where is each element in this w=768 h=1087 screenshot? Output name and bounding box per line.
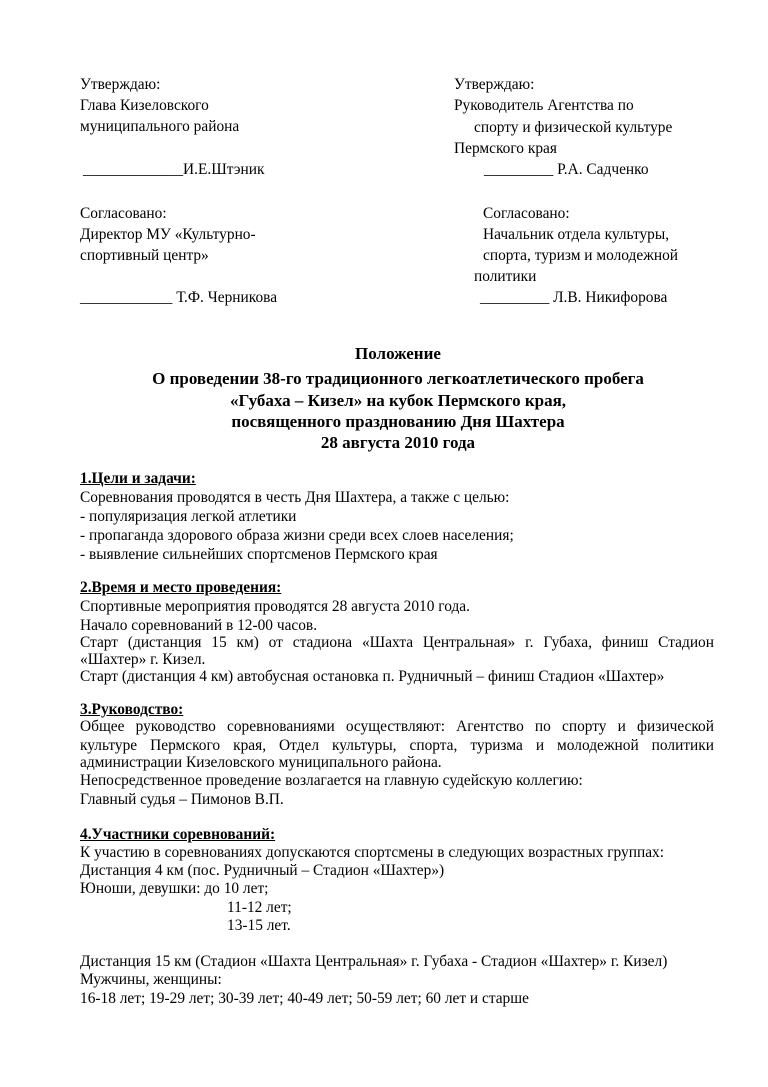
section-line: Юноши, девушки: до 10 лет; [80,880,269,897]
section-line: Спортивные мероприятия проводятся 28 августа 2010 года. [80,598,470,615]
title-date: 28 августа 2010 года [320,433,476,452]
title-line: посвященного празднованию Дня Шахтера [231,412,565,431]
section-line: - пропаганда здорового образа жизни среди всех слоев населения; [80,527,514,544]
section-line: - популяризация легкой атлетики [80,508,297,525]
approve-position-line: спорту и физической культуре [474,119,673,136]
approve-heading: Утверждаю: [454,76,535,93]
age-group: 13-15 лет. [227,917,291,934]
approve-position-line: Руководитель Агентства по [454,97,634,114]
title-line: «Губаха – Кизел» на кубок Пермского края, [229,391,567,410]
agree-heading: Согласовано: [483,205,570,222]
title-line: О проведении 38-го традиционного легкоатлетического пробега [152,369,644,388]
section-heading: 3.Руководство: [80,701,184,718]
section-line: Дистанция 4 км (пос. Рудничный – Стадион «Шахтер») [80,862,445,879]
section-line: Старт (дистанция 4 км) автобусная остановка п. Рудничный – финиш Стадион «Шахтер» [80,668,665,685]
section-line: Старт (дистанция 15 км) от стадиона «Шахта Центральная» г. Губаха, финиш Стадион [80,634,714,651]
section-heading: 1.Цели и задачи: [80,470,196,487]
section-heading: 2.Время и место проведения: [80,579,282,596]
agree-position-line: Начальник отдела культуры, [483,226,670,243]
section-line: Соревнования проводятся в честь Дня Шахтера, а также с целью: [80,489,510,506]
approve-position-line: Глава Кизеловского [80,97,209,114]
section-line: Главный судья – Пимонов В.П. [80,791,284,808]
section-heading: 4.Участники соревнований: [80,826,276,843]
section-line: администрации Кизеловского муниципального района. [80,754,442,771]
age-group: 11-12 лет; [227,899,292,916]
section-line: «Шахтер» г. Кизел. [80,651,206,668]
agree-position-line: спорта, туризм и молодежной [483,247,679,264]
agree-position-line: Директор МУ «Культурно- [80,226,256,243]
section-line: Дистанция 15 км (Стадион «Шахта Центральная» г. Губаха - Стадион «Шахтер» г. Кизел) [80,953,668,970]
title-heading: Положение [355,344,441,363]
section-line: 16-18 лет; 19-29 лет; 30-39 лет; 40-49 лет; 50-59 лет; 60 лет и старше [80,990,529,1007]
agree-position-line: спортивный центр» [80,247,209,264]
agree-position-line: политики [474,268,537,285]
section-line: Непосредственное проведение возлагается на главную судейскую коллегию: [80,772,583,789]
agree-signature: ____________ Т.Ф. Черникова [80,289,278,306]
agree-heading: Согласовано: [80,205,167,222]
section-line: - выявление сильнейших спортсменов Пермского края [80,546,438,563]
agree-signature: _________ Л.В. Никифорова [480,289,668,306]
section-line: культуре Пермского края, Отдел культуры, спорта, туризма и молодежной политики [80,737,714,754]
section-line: Начало соревнований в 12-00 часов. [80,617,318,634]
section-line: К участию в соревнованиях допускаются спортсмены в следующих возрастных группах: [80,844,665,861]
approve-signature: _____________И.Е.Штэник [83,161,265,178]
approve-position-line: муниципального района [80,118,240,135]
approve-heading: Утверждаю: [80,76,161,93]
section-line: Мужчины, женщины: [80,971,222,988]
approve-position-line: Пермского края [454,140,557,157]
section-line: Общее руководство соревнованиями осуществляют: Агентство по спорту и физической [80,718,714,735]
approve-signature: _________ Р.А. Садченко [484,161,649,178]
